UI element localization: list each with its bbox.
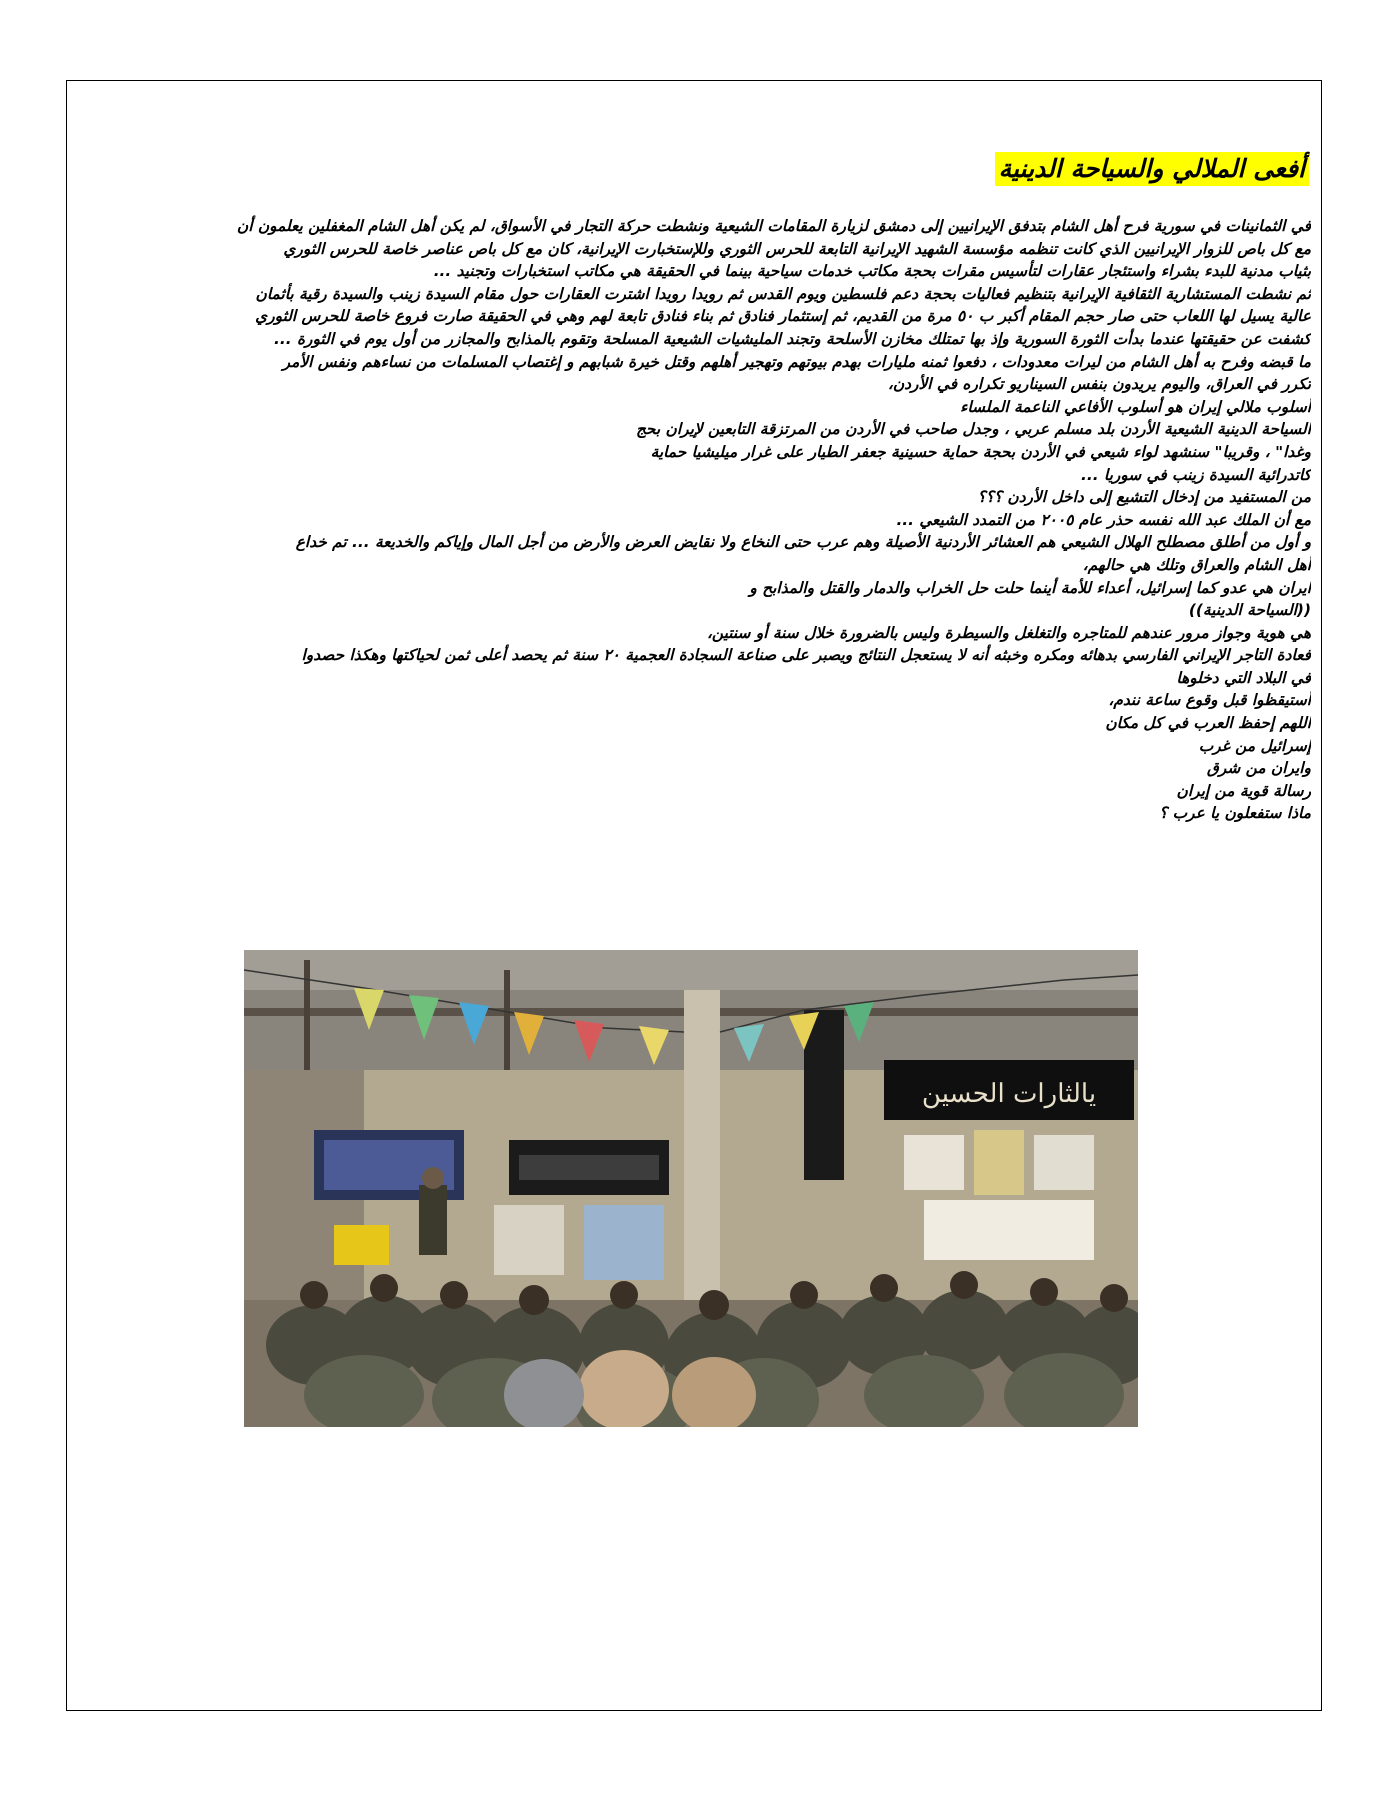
text-line: عالية يسيل لها اللعاب حتى صار حجم المقام أكبر ب ٥٠ مرة من القديم، ثم إستثمار فنادق ثم بناء فنادق تابعة لهم وهي في الحقيقة صارت فروع خاصة للحرس الثوري [255, 307, 1311, 326]
text-line: تكرر في العراق، واليوم يريدون بنفس السيناريو تكراره في الأردن، [887, 375, 1311, 394]
text-line: أستيقظوا قبل وقوع ساعة نندم، [1108, 691, 1311, 710]
text-line: أهل الشام والعراق وتلك هي حالهم، [1082, 555, 1311, 574]
text-line: في البلاد التي دخلوها [1176, 668, 1311, 687]
text-line: ((السياحة الدينية)) [1188, 601, 1311, 620]
text-line: السياحة الدينية الشيعية الأردن بلد مسلم عربي ، وجدل صاحب في الأردن من المرتزقة التابعين لإيران بحج [636, 420, 1311, 439]
article-body [92, 215, 1311, 825]
text-line: اللهم إحفظ العرب في كل مكان [1105, 714, 1311, 733]
text-line: وايران من شرق [1206, 759, 1311, 778]
text-line: في الثمانينات في سورية فرح أهل الشام بتدفق الإيرانيين إلى دمشق لزيارة المقامات الشيعية ونشطت حركة التجار في الأسواق، لم يكن أهل الشام المغفلين يعلمون أن [236, 217, 1311, 235]
text-line: هي هوية وجواز مرور عندهم للمتاجره والتغلغل والسيطرة وليس بالضرورة خلال سنة أو سنتين، [706, 623, 1311, 642]
text-line: مع كل باص للزوار الإيرانيين الذي كانت تنظمه مؤسسة الشهيد الإيرانية التابعة للحرس الثوري وللإستخبارت الإيرانية، كان مع كل باص عناصر خاصة للحرس الثوري [283, 239, 1311, 258]
text-line: بثياب مدنية للبدء بشراء واستئجار عقارات لتأسيس مقرات بحجة مكاتب خدمات سياحية بينما في الحقيقة هي مكاتب استخبارات وتجنيد ... [433, 262, 1311, 281]
text-line: ماذا ستفعلون يا عرب ؟ [1159, 804, 1311, 823]
text-line: كاتدرائية السيدة زينب في سوريا ... [1081, 465, 1311, 484]
text-line: مع أن الملك عبد الله نفسه حذر عام ٢٠٠٥ من التمدد الشيعي ... [896, 510, 1311, 529]
text-line: إسرائيل من غرب [1198, 736, 1311, 755]
text-line: ثم نشطت المستشارية الثقافية الإيرانية بتنظيم فعاليات بحجة دعم فلسطين ويوم القدس ثم رويدا رويدا اشترت العقارات حول مقام السيدة زينب والسيدة رقية بأثمان [255, 284, 1311, 303]
text-line: رسالة قوية من إيران [1176, 781, 1311, 800]
text-line: ايران هي عدو كما إسرائيل، أعداء للأمة أينما حلت حل الخراب والدمار والقتل والمذابح و [749, 578, 1311, 597]
article-photo [244, 950, 1138, 1427]
text-line: فعادة التاجر الإيراني الفارسي بدهائه ومكره وخبثه أنه لا يستعجل النتائج ويصبر على صناعة السجادة العجمية ٢٠ سنة ثم يحصد أعلى ثمن لحياكتها وهكذا حصدوا [301, 646, 1311, 665]
text-line: و أول من أطلق مصطلح الهلال الشيعي هم العشائر الأردنية الأصيلة وهم عرب حتى النخاع ولا نقايض العرض والأرض من أجل المال وإياكم والخديعة ... تم خداع [295, 533, 1311, 552]
article-title: أفعى الملالي والسياحة الدينية [995, 152, 1309, 186]
text-line: ما قبضه وفرح به أهل الشام من ليرات معدودات ، دفعوا ثمنه مليارات بهدم بيوتهم وتهجير أهلهم وقتل خيرة شبابهم و إغتصاب المسلمات من نساءهم ونفس الأمر [282, 352, 1311, 371]
text-line: كشفت عن حقيقتها عندما بدأت الثورة السورية وإذ بها تمتلك مخازن الأسلحة وتجند المليشيات الشيعية المسلحة وتقوم بالمذابح والمجازر من أول يوم في الثورة ... [274, 329, 1311, 348]
text-line: أسلوب ملالي إيران هو أسلوب الأفاعي الناعمة الملساء [960, 397, 1311, 416]
text-line: وغدا" ، وقريبا" سنشهد لواء شيعي في الأردن بحجة حماية حسينية جعفر الطيار على غرار ميليشيا حماية [650, 442, 1311, 461]
title-container [995, 152, 1309, 186]
banner-calligraphy: يالثارات الحسين [921, 1079, 1097, 1109]
text-line: من المستفيد من إدخال التشيع إلى داخل الأردن ؟؟؟ [977, 488, 1311, 507]
